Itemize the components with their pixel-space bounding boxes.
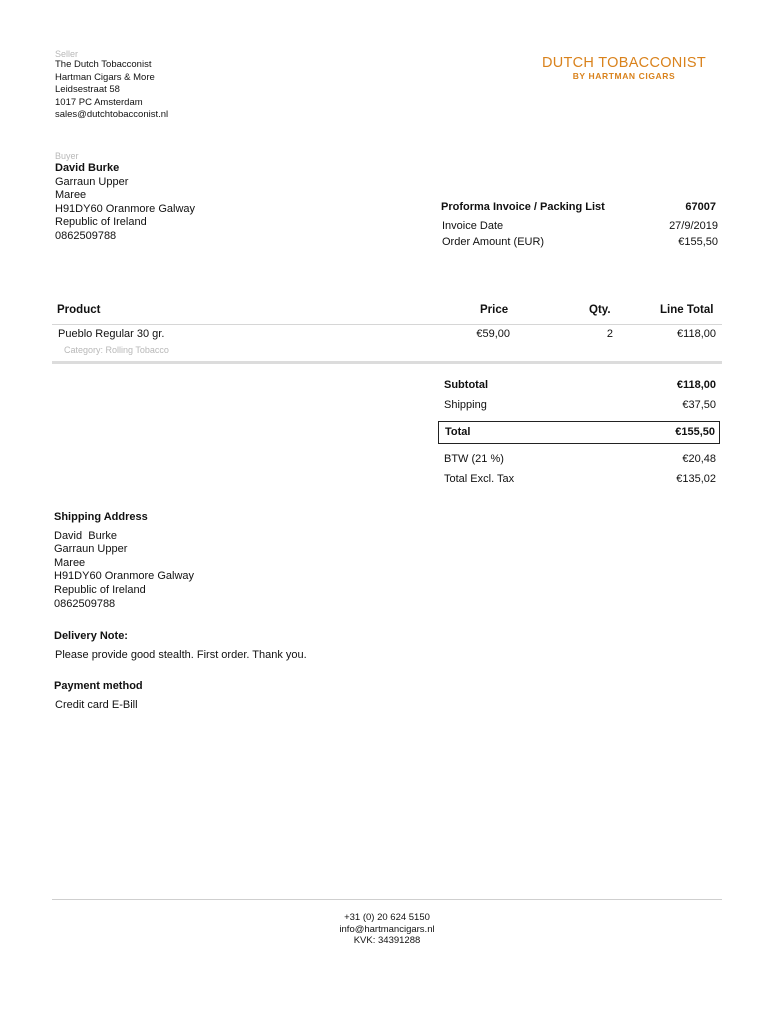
btw-value: €20,48 (682, 453, 716, 465)
total-excl-value: €135,02 (676, 473, 716, 485)
shipping-address-line: H91DY60 Oranmore Galway (54, 570, 195, 583)
total-excl-label: Total Excl. Tax (444, 473, 515, 485)
seller-company: Hartman Cigars & More (55, 71, 155, 83)
shipping-name: David Burke (54, 529, 117, 542)
footer-divider (52, 899, 722, 900)
footer-kvk: KVK: 34391288 (353, 935, 421, 946)
buyer-address-line: Garraun Upper (55, 175, 129, 188)
seller-email: sales@dutchtobacconist.nl (55, 109, 169, 120)
seller-street: Leidsestraat 58 (55, 84, 120, 95)
seller-block (55, 49, 355, 122)
logo-subtitle: BY HARTMAN CIGARS (572, 71, 676, 81)
buyer-name: David Burke (55, 162, 120, 174)
logo-title: DUTCH TOBACCONIST (541, 55, 707, 71)
product-line-total: €118,00 (677, 328, 716, 340)
company-logo (528, 55, 720, 81)
total-label: Total (445, 426, 471, 438)
shipping-address-line: Maree (54, 556, 86, 569)
buyer-address-line: H91DY60 Oranmore Galway (55, 202, 196, 215)
footer-phone: +31 (0) 20 624 5150 (344, 912, 430, 923)
shipping-address-block (54, 511, 354, 611)
header-price: Price (480, 304, 509, 316)
product-price: €59,00 (476, 328, 510, 340)
invoice-date: 27/9/2019 (669, 220, 718, 232)
order-amount: €155,50 (678, 236, 718, 248)
seller-label: Seller (55, 49, 79, 59)
buyer-block (55, 151, 355, 244)
delivery-note-text: Please provide good stealth. First order. Thank you. (55, 649, 307, 661)
btw-label: BTW (21 %) (444, 453, 504, 465)
buyer-address-line: Republic of Ireland (55, 216, 147, 229)
header-product: Product (57, 304, 101, 316)
payment-method-heading: Payment method (54, 680, 143, 692)
payment-method-text: Credit card E-Bill (55, 699, 138, 711)
total-box (438, 421, 720, 444)
product-qty: 2 (606, 328, 613, 340)
shipping-value: €37,50 (682, 399, 716, 411)
seller-city: 1017 PC Amsterdam (55, 96, 143, 108)
shipping-address-line: Garraun Upper (54, 543, 128, 556)
order-amount-label: Order Amount (EUR) (442, 236, 545, 248)
footer-email: info@hartmancigars.nl (339, 923, 435, 935)
header-qty: Qty. (589, 304, 611, 316)
subtotal-value: €118,00 (676, 379, 716, 391)
subtotal-label: Subtotal (444, 379, 488, 391)
buyer-address-line: Maree (55, 189, 87, 202)
footer (52, 912, 722, 947)
shipping-label: Shipping (444, 399, 487, 411)
product-table-header (52, 302, 722, 325)
shipping-address-heading: Shipping Address (54, 511, 148, 523)
seller-name: The Dutch Tobacconist (55, 59, 152, 70)
delivery-note-heading: Delivery Note: (54, 630, 128, 642)
invoice-title: Proforma Invoice / Packing List (441, 201, 605, 213)
invoice-number: 67007 (685, 201, 716, 213)
product-name: Pueblo Regular 30 gr. (58, 328, 165, 340)
invoice-date-label: Invoice Date (442, 220, 504, 232)
shipping-phone: 0862509788 (54, 597, 116, 610)
buyer-label: Buyer (55, 151, 79, 161)
table-row (52, 324, 722, 364)
header-line-total: Line Total (660, 304, 714, 316)
total-value: €155,50 (675, 426, 715, 438)
buyer-phone: 0862509788 (55, 229, 117, 242)
shipping-address-line: Republic of Ireland (54, 583, 146, 596)
product-category: Category: Rolling Tobacco (64, 345, 169, 355)
